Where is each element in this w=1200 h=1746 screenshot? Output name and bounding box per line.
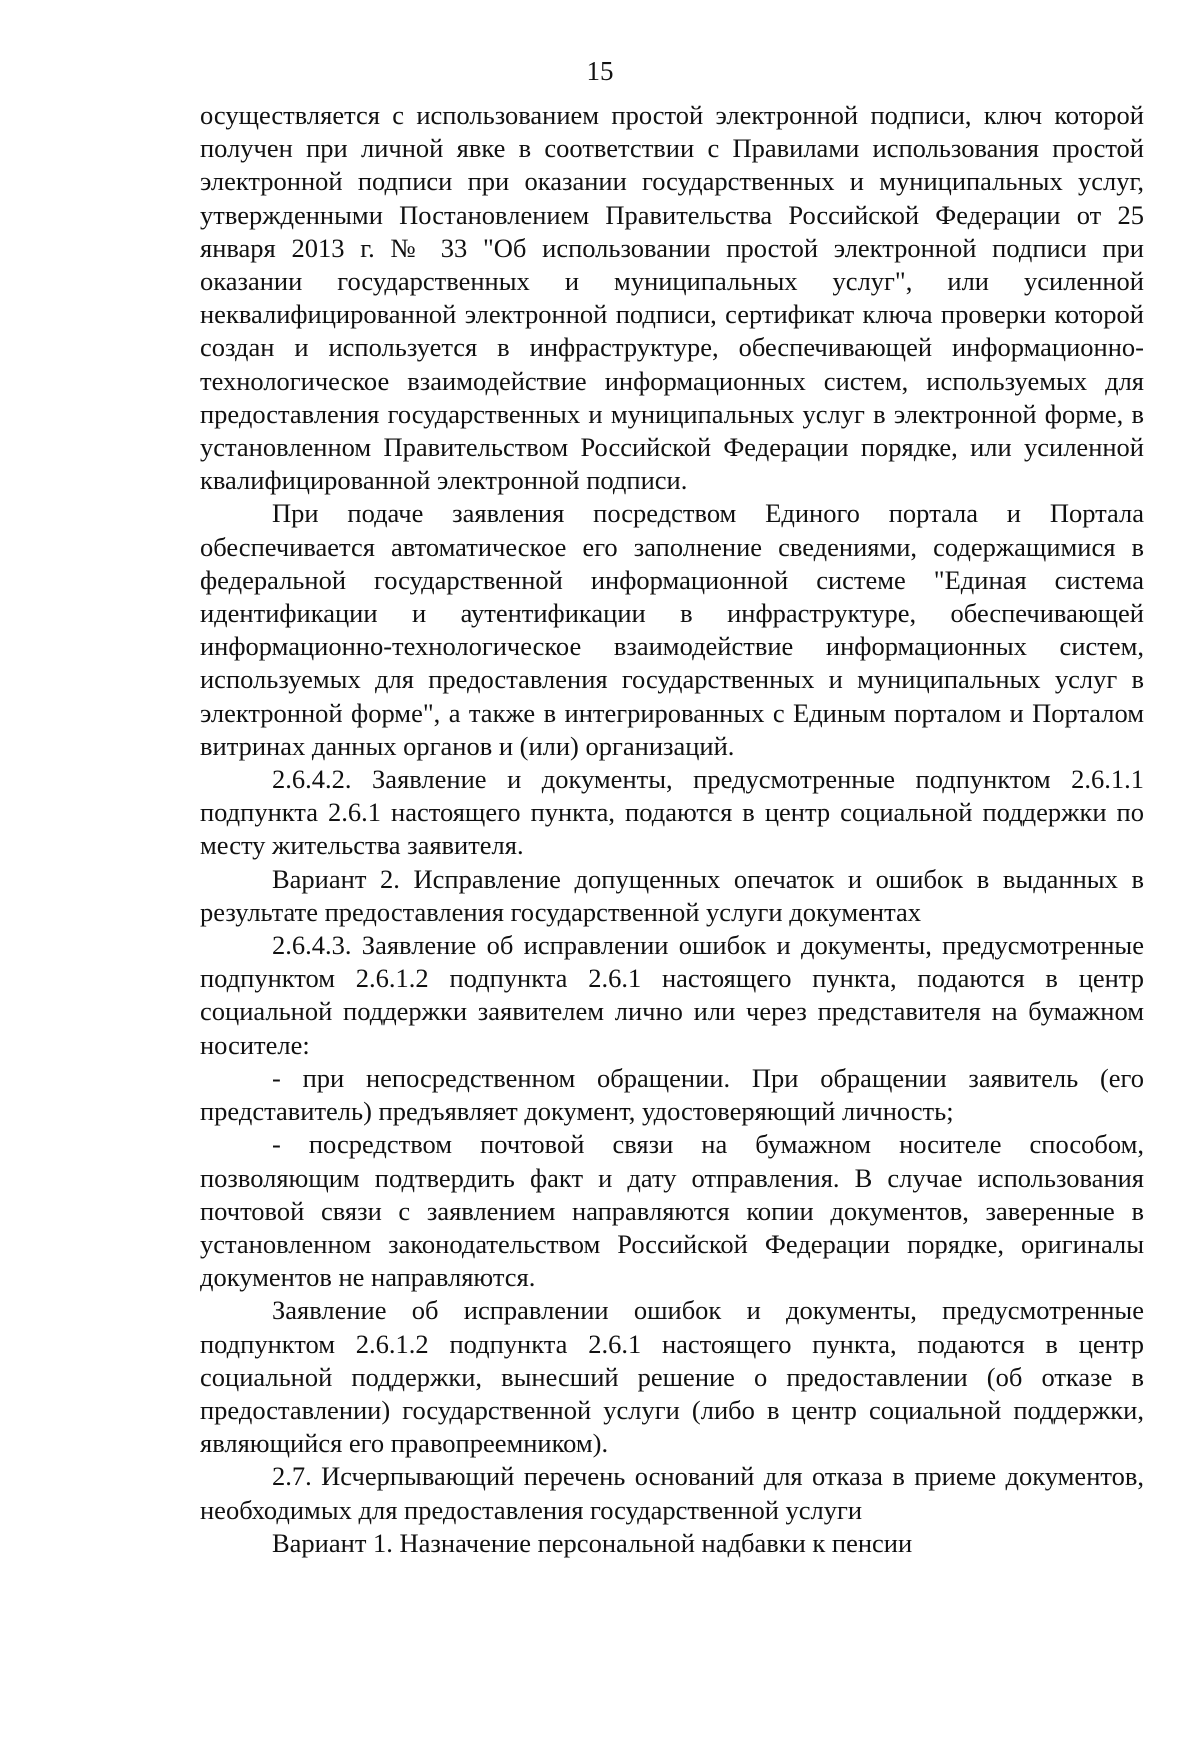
paragraph-2-6-4-2: 2.6.4.2. Заявление и документы, предусмотренные подпунктом 2.6.1.1 подпункта 2.6.1 настоящего пункта, подаются в центр социальной поддержки по месту жительства заявителя. [200,764,1144,861]
page-number: 15 [586,56,614,86]
paragraph-electronic-signature: осуществляется с использованием простой электронной подписи, ключ которой получен при личной явке в соответствии с Правилами использования простой электронной подписи при оказании государственных и муниципальных услуг, утвержденными Постановлением Правительства Российской Федерации от 25 января 2013 г. № 33 "Об использовании простой электронной подписи при оказании государственных и муниципальных услуг", или усиленной неквалифицированной электронной подписи, сертификат ключа проверки которой создан и используется в инфраструктуре, обеспечивающей информационно-технологическое взаимодействие информационных систем, используемых для предоставления государственных и муниципальных услуг в электронной форме, в установленном Правительством Российской Федерации порядке, или усиленной квалифицированной электронной подписи. [200,100,1144,496]
heading-2-7: 2.7. Исчерпывающий перечень оснований для отказа в приеме документов, необходимых для предоставления государственной услуги [200,1461,1144,1525]
paragraph-portal-autofill: При подаче заявления посредством Единого портала и Портала обеспечивается автоматическое его заполнение сведениями, содержащимися в федеральной государственной информационной системе "Единая система идентификации и аутентификации в инфраструктуре, обеспечивающей информационно-технологическое взаимодействие информационных систем, используемых для предоставления государственных и муниципальных услуг в электронной форме", а также в интегрированных с Единым порталом и Порталом витринах данных органов и (или) организаций. [200,498,1144,761]
list-item-postal: - посредством почтовой связи на бумажном носителе способом, позволяющим подтвердить факт и дату отправления. В случае использования почтовой связи с заявлением направляются копии документов, заверенные в установленном законодательством Российской Федерации порядке, оригиналы документов не направляются. [200,1129,1144,1293]
list-item-in-person: - при непосредственном обращении. При обращении заявитель (его представитель) предъявляет документ, удостоверяющий личность; [200,1062,1144,1127]
heading-variant-2: Вариант 2. Исправление допущенных опечаток и ошибок в выданных в результате предоставления государственной услуги документах [200,863,1144,927]
paragraph-2-6-4-3: 2.6.4.3. Заявление об исправлении ошибок и документы, предусмотренные подпунктом 2.6.1.2 подпункта 2.6.1 настоящего пункта, подаются в центр социальной поддержки заявителем лично или через представителя на бумажном носителе: [200,930,1144,1060]
document-body [200,99,1144,1560]
paragraph-error-correction: Заявление об исправлении ошибок и документы, предусмотренные подпунктом 2.6.1.2 подпункта 2.6.1 настоящего пункта, подаются в центр социальной поддержки, вынесший решение о предоставлении (об отказе в предоставлении) государственной услуги (либо в центр социальной поддержки, являющийся его правопреемником). [200,1295,1144,1459]
heading-variant-1: Вариант 1. Назначение персональной надбавки к пенсии [272,1527,913,1558]
